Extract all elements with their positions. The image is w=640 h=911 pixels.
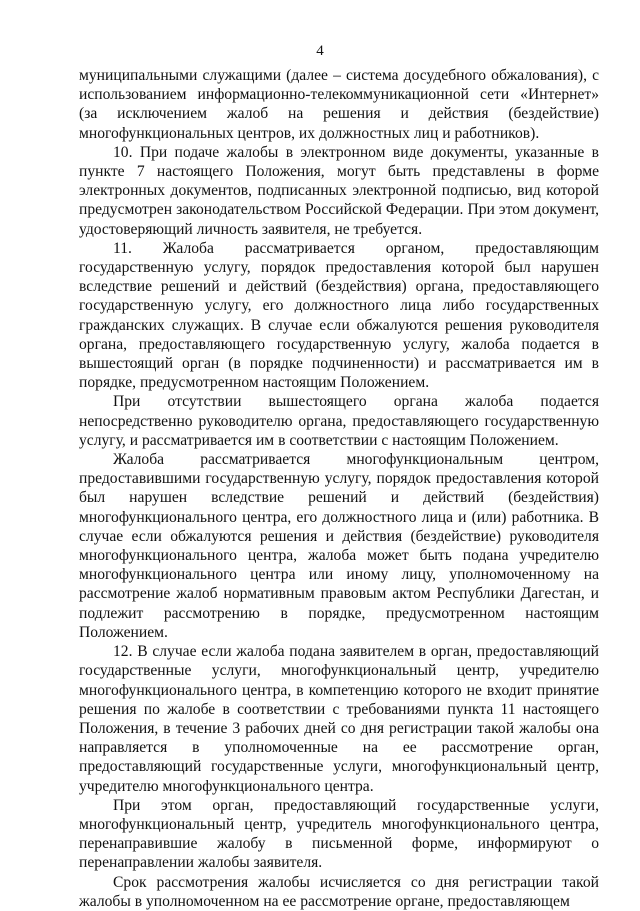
paragraph-mfc-complaint: Жалоба рассматривается многофункциональным центром, предоставившими государственную услугу, порядок предоставления которой был нарушен вследствие решений и действий (бездействия) многофункционального центра, его должностного лица и (или) работника. В случае если обжалуются решения и действия (бездействие) руководителя многофункционального центра, жалоба может быть подана учредителю многофункционального центра или иному лицу, уполномоченному на рассмотрение жалоб нормативным правовым актом Республики Дагестан, и подлежит рассмотрению в порядке, предусмотренном настоящим Положением. — [79, 451, 599, 641]
paragraph-continuation: муниципальными служащими (далее – система досудебного обжалования), с использованием информационно-телекоммуникационной сети «Интернет» (за исключением жалоб на решения и действия (бездействие) многофункциональных центров, их должностных лиц и работников). — [79, 67, 599, 142]
paragraph-10-electronic-complaint: 10. При подаче жалобы в электронном виде документы, указанные в пункте 7 настоящего Положения, могут быть представлены в форме электронных документов, подписанных электронной подписью, вид которой предусмотрен законодательством Российской Федерации. При этом документ, удостоверяющий личность заявителя, не требуется. — [79, 143, 599, 238]
paragraph-redirection-notice: При этом орган, предоставляющий государственные услуги, многофункциональный центр, учредитель многофункционального центра, перенаправившие жалобу в письменной форме, информируют о перенаправлении жалобы заявителя. — [79, 796, 599, 872]
page-number: 4 — [316, 43, 324, 59]
document-body — [79, 66, 599, 911]
paragraph-11-complaint-review: 11. Жалоба рассматривается органом, предоставляющим государственную услугу, порядок предоставления которой был нарушен вследствие решений и действий (бездействия) органа, предоставляющего государственную услугу, его должностного лица либо государственных гражданских служащих. В случае если обжалуются решения руководителя органа, предоставляющего государственную услугу, жалоба подается в вышестоящий орган (в порядке подчиненности) и рассматривается им в порядке, предусмотренном настоящим Положением. — [79, 239, 599, 392]
paragraph-no-higher-authority: При отсутствии вышестоящего органа жалоба подается непосредственно руководителю органа, предоставляющего государственную услугу, и рассматривается им в соответствии с настоящим Положением. — [79, 393, 599, 449]
paragraph-12-redirection: 12. В случае если жалоба подана заявителем в орган, предоставляющий государственные услуги, многофункциональный центр, учредителю многофункционального центра, в компетенцию которого не входит принятие решения по жалобе в соответствии с требованиями пункта 11 настоящего Положения, в течение 3 рабочих дней со дня регистрации такой жалобы она направляется в уполномоченные на ее рассмотрение орган, предоставляющий государственные услуги, многофункциональный центр, учредителю многофункционального центра. — [79, 643, 599, 795]
paragraph-review-term: Срок рассмотрения жалобы исчисляется со дня регистрации такой жалобы в уполномоченном на ее рассмотрение органе, предоставляющем — [79, 873, 599, 910]
